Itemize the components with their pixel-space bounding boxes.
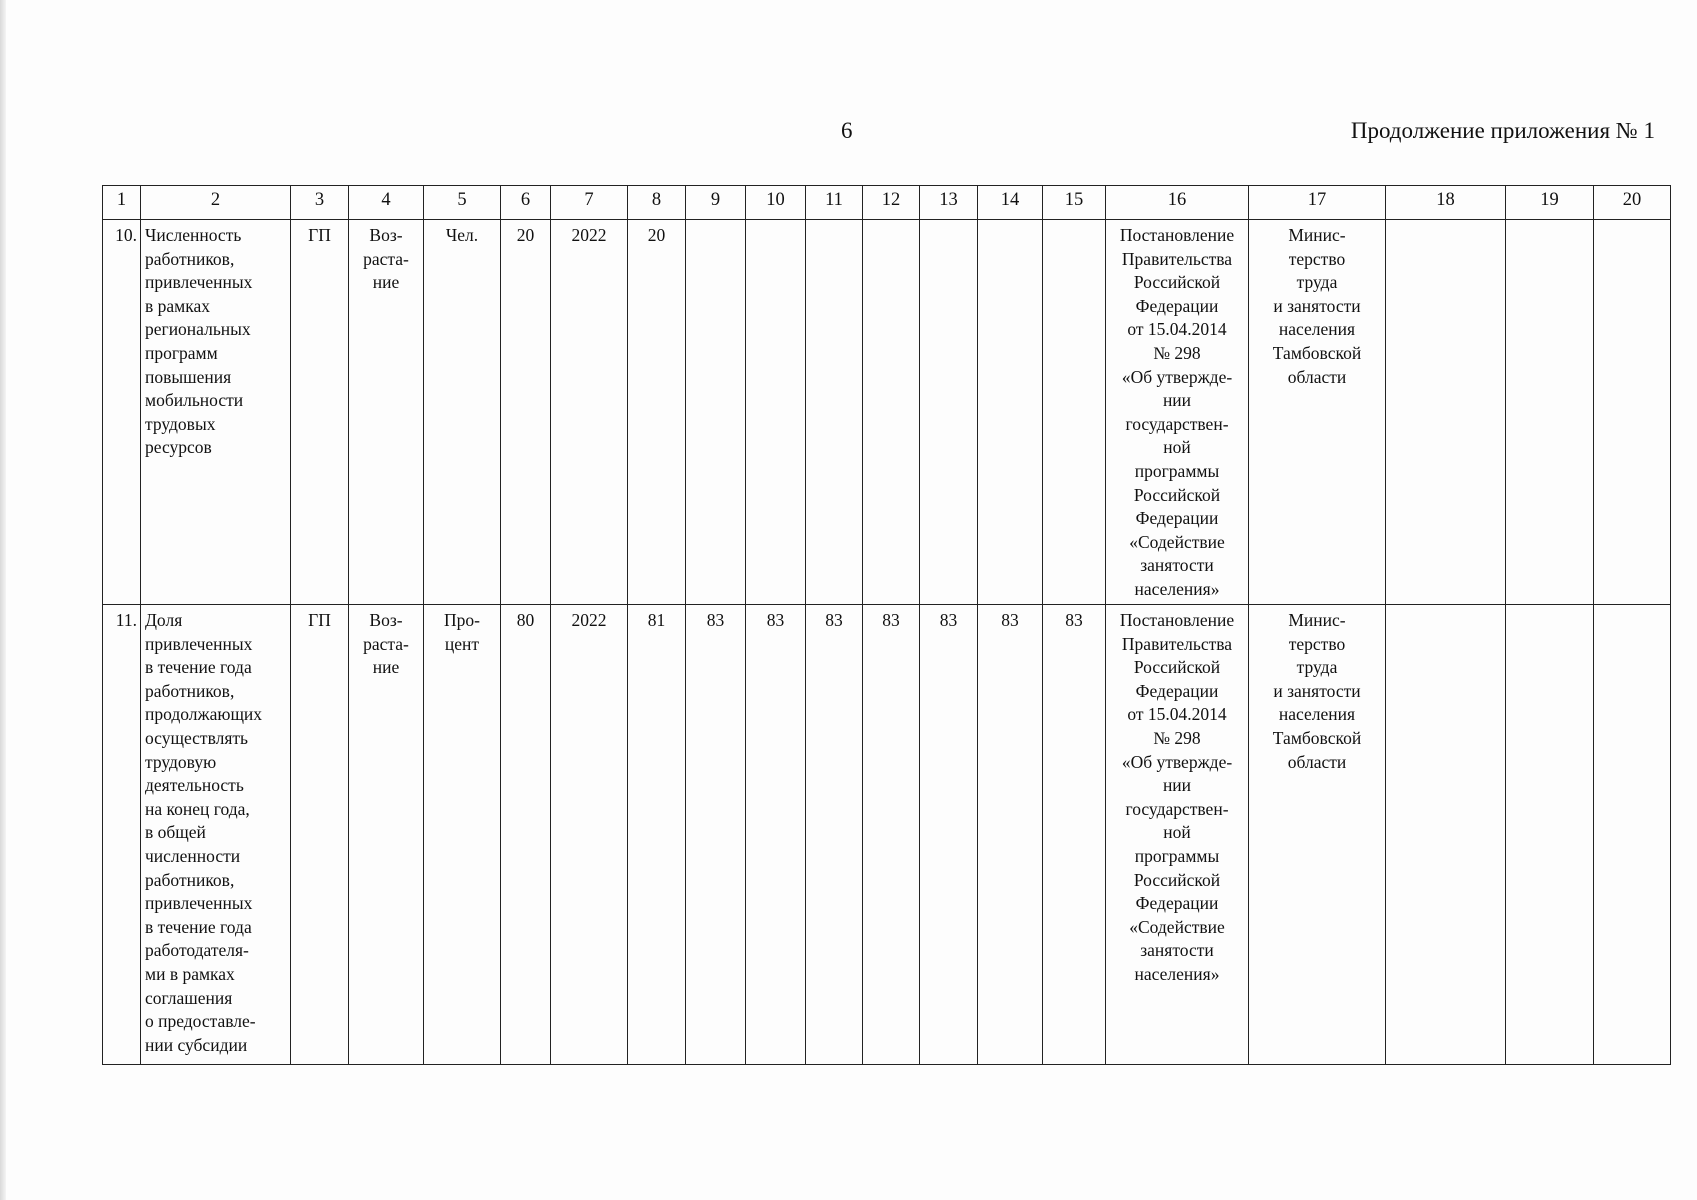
table-cell <box>1386 220 1506 605</box>
table-cell: 2022 <box>551 605 628 1065</box>
table-cell <box>863 220 920 605</box>
table-cell <box>920 220 978 605</box>
table-cell: Воз- раста- ние <box>349 605 424 1065</box>
table-cell: 83 <box>920 605 978 1065</box>
table-cell <box>1386 605 1506 1065</box>
table-cell: 83 <box>746 605 806 1065</box>
column-number-cell: 14 <box>978 186 1043 220</box>
table-cell: ГП <box>291 605 349 1065</box>
table-cell: 83 <box>863 605 920 1065</box>
column-number-cell: 17 <box>1249 186 1386 220</box>
table-cell: 83 <box>686 605 746 1065</box>
table-cell: 20 <box>501 220 551 605</box>
table-cell: Минис- терство труда и занятости населения Тамбовской области <box>1249 605 1386 1065</box>
column-number-cell: 16 <box>1106 186 1249 220</box>
column-number-cell: 3 <box>291 186 349 220</box>
table-cell <box>746 220 806 605</box>
table-cell: Постановление Правительства Российской Федерации от 15.04.2014 № 298 «Об утвержде- нии государствен- ной программы Российской Федерации «Содействие занятости населения» <box>1106 605 1249 1065</box>
table-cell: Постановление Правительства Российской Федерации от 15.04.2014 № 298 «Об утвержде- нии государствен- ной программы Российской Федерации «Содействие занятости населения» <box>1106 220 1249 605</box>
table-cell: Воз- раста- ние <box>349 220 424 605</box>
column-number-cell: 19 <box>1506 186 1594 220</box>
indicator-name-cell: Численность работников, привлеченных в рамках региональных программ повышения мобильности трудовых ресурсов <box>141 220 291 605</box>
table-cell <box>1594 605 1671 1065</box>
table-cell: 81 <box>628 605 686 1065</box>
table-cell <box>1506 605 1594 1065</box>
column-number-cell: 5 <box>424 186 501 220</box>
table-cell <box>1506 220 1594 605</box>
table-cell <box>686 220 746 605</box>
table-cell: 20 <box>628 220 686 605</box>
table-cell: Минис- терство труда и занятости населения Тамбовской области <box>1249 220 1386 605</box>
column-number-cell: 13 <box>920 186 978 220</box>
table-cell <box>1043 220 1106 605</box>
column-number-cell: 11 <box>806 186 863 220</box>
table-row <box>103 220 1671 605</box>
table-cell: Чел. <box>424 220 501 605</box>
column-number-cell: 2 <box>141 186 291 220</box>
indicator-name-cell: Доля привлеченных в течение года работников, продолжающих осуществлять трудовую деятельность на конец года, в общей численности работников, привлеченных в течение года работодателя- ми в рамках соглашения о предоставле- нии субсидии <box>141 605 291 1065</box>
table-cell: 2022 <box>551 220 628 605</box>
table-cell: 83 <box>978 605 1043 1065</box>
scan-edge <box>0 0 6 1200</box>
table-cell <box>978 220 1043 605</box>
table-cell: 83 <box>806 605 863 1065</box>
column-number-cell: 4 <box>349 186 424 220</box>
column-number-row <box>103 186 1671 220</box>
table-cell <box>1594 220 1671 605</box>
column-number-cell: 10 <box>746 186 806 220</box>
page-number: 6 <box>841 118 853 143</box>
table-cell: 83 <box>1043 605 1106 1065</box>
table-cell <box>806 220 863 605</box>
indicator-table <box>102 185 1671 1065</box>
column-number-cell: 8 <box>628 186 686 220</box>
column-number-cell: 20 <box>1594 186 1671 220</box>
column-number-cell: 6 <box>501 186 551 220</box>
column-number-cell: 7 <box>551 186 628 220</box>
table-cell: 80 <box>501 605 551 1065</box>
header-title: Продолжение приложения № 1 <box>1350 118 1655 143</box>
column-number-cell: 12 <box>863 186 920 220</box>
table-row <box>103 605 1671 1065</box>
column-number-cell: 9 <box>686 186 746 220</box>
table-cell: Про- цент <box>424 605 501 1065</box>
column-number-cell: 1 <box>103 186 141 220</box>
row-number-cell: 10. <box>103 220 141 605</box>
table-cell: ГП <box>291 220 349 605</box>
row-number-cell: 11. <box>103 605 141 1065</box>
column-number-cell: 15 <box>1043 186 1106 220</box>
column-number-cell: 18 <box>1386 186 1506 220</box>
